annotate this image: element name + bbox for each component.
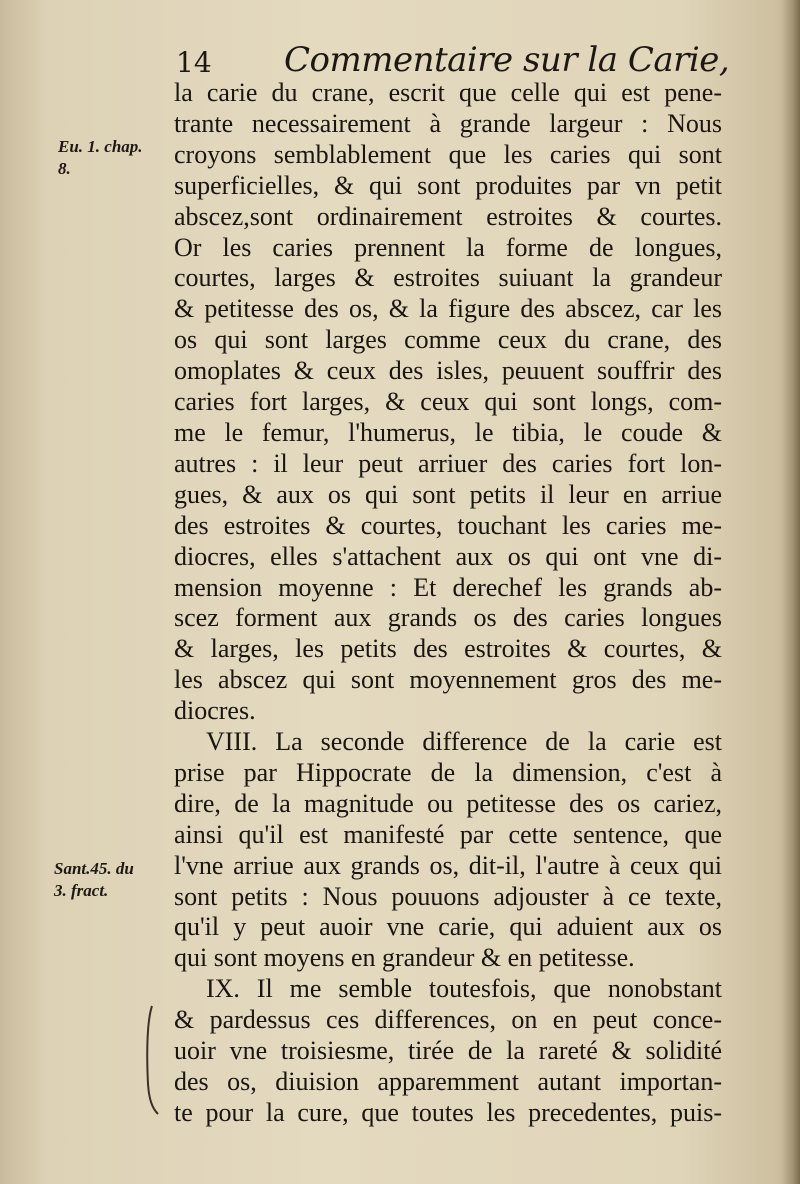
margin-note-reference xyxy=(54,858,134,902)
text-line: caries fort larges, & ceux qui sont longs, com- xyxy=(174,387,722,417)
margin-note-line: Eu. 1. chap. xyxy=(58,137,143,156)
text-line: les abscez qui sont moyennement gros des me- xyxy=(174,665,722,695)
text-line: dire, de la magnitude ou petitesse des os cariez, xyxy=(174,788,722,818)
text-line: autres : il leur peut arriuer des caries fort lon- xyxy=(174,448,722,478)
text-line: sont petits : Nous pouuons adjouster à ce texte, xyxy=(174,881,722,911)
text-line: gues, & aux os qui sont petits il leur en arriue xyxy=(174,479,722,509)
text-line: trante necessairement à grande largeur : Nous xyxy=(174,108,722,138)
text-line: diocres, elles s'attachent aux os qui ont vne di- xyxy=(174,541,722,571)
text-line: ainsi qu'il est manifesté par cette sentence, que xyxy=(174,819,722,849)
margin-note-line: 8. xyxy=(58,159,71,178)
text-line: des estroites & courtes, touchant les caries me- xyxy=(174,510,722,540)
text-line: te pour la cure, que toutes les precedentes, puis- xyxy=(174,1097,722,1127)
margin-note-reference xyxy=(58,136,143,180)
text-line: des os, diuision apparemment autant importan- xyxy=(174,1067,722,1096)
page-header xyxy=(172,36,732,84)
text-line: qu'il y peut auoir vne carie, qui aduient aux os xyxy=(174,912,722,942)
margin-pencil-mark xyxy=(142,1004,160,1116)
text-line: mension moyenne : Et derechef les grands ab- xyxy=(174,572,722,602)
text-line: me le femur, l'humerus, le tibia, le coude & xyxy=(174,417,722,447)
text-line: qui sont moyens en grandeur & en petitesse. xyxy=(174,943,635,973)
text-line: croyons semblablement que les caries qui sont xyxy=(174,139,722,169)
text-line: VIII. La seconde difference de la carie est xyxy=(206,727,722,757)
text-line: courtes, larges & estroites suiuant la grandeur xyxy=(174,263,722,293)
text-line: uoir vne troisiesme, tirée de la rareté & solidité xyxy=(174,1036,722,1066)
text-line: abscez,sont ordinairement estroites & courtes. xyxy=(174,201,722,231)
page-gutter-shadow xyxy=(782,0,800,1184)
text-line: IX. Il me semble toutesfois, que nonobstant xyxy=(206,974,722,1004)
text-line: superficielles, & qui sont produites par vn petit xyxy=(174,170,722,200)
text-line: & petitesse des os, & la figure des abscez, car les xyxy=(174,294,722,324)
page-number: 14 xyxy=(176,46,212,79)
text-line: la carie du crane, escrit que celle qui est pene- xyxy=(174,78,722,107)
margin-note-line: Sant.45. du xyxy=(54,859,134,878)
text-line: & pardessus ces differences, on en peut conce- xyxy=(174,1005,722,1035)
text-line: & larges, les petits des estroites & courtes, & xyxy=(174,634,722,664)
body-text xyxy=(174,78,722,1129)
text-line: scez forment aux grands os des caries longues xyxy=(174,603,722,633)
running-head: Commentaire sur la Carie, xyxy=(284,40,730,80)
text-line: diocres. xyxy=(174,696,256,726)
text-line: Or les caries prennent la forme de longues, xyxy=(174,232,722,262)
text-line: l'vne arriue aux grands os, dit-il, l'autre à ceux qui xyxy=(174,850,722,880)
text-line: os qui sont larges comme ceux du crane, des xyxy=(174,325,722,355)
margin-note-line: 3. fract. xyxy=(54,881,109,900)
text-line: omoplates & ceux des isles, peuuent souffrir des xyxy=(174,356,722,386)
text-line: prise par Hippocrate de la dimension, c'est à xyxy=(174,757,722,787)
